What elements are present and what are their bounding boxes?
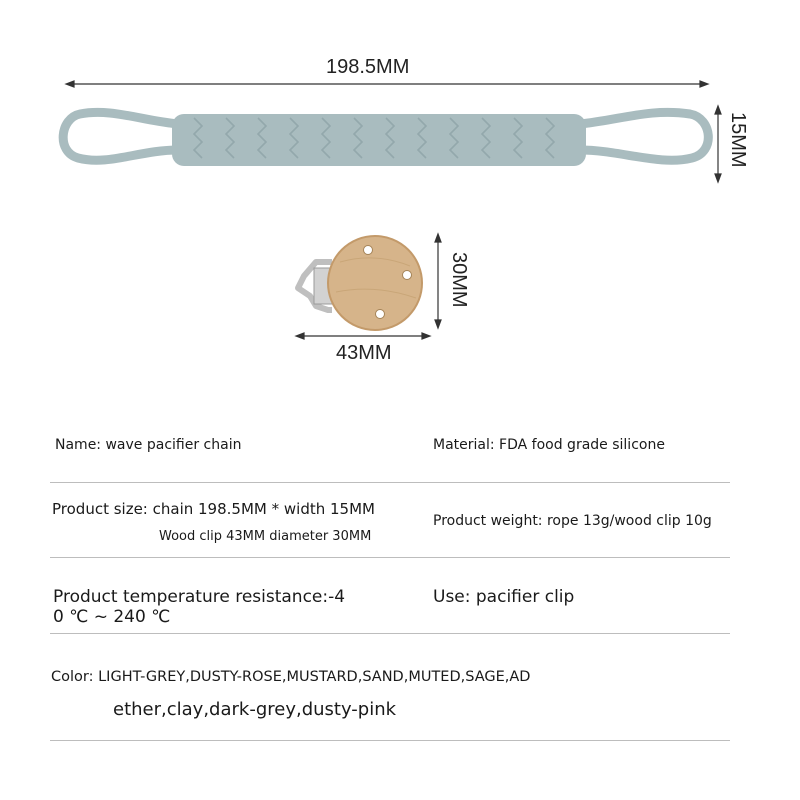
- clip-diameter-arrow: [435, 234, 441, 328]
- chain-illustration: [0, 0, 800, 220]
- table-divider-2: [50, 557, 730, 558]
- chain-right-loop: [580, 112, 708, 160]
- spec-color-line1: Color: LIGHT-GREY,DUSTY-ROSE,MUSTARD,SAND,MUTED,SAGE,AD: [51, 669, 531, 685]
- length-dimension-arrow: [66, 81, 708, 87]
- chain-left-loop: [63, 112, 178, 160]
- clip-width-arrow: [296, 333, 430, 339]
- spec-use: Use: pacifier clip: [433, 587, 575, 607]
- clip-diameter-label: 30MM: [448, 252, 470, 308]
- spec-material: Material: FDA food grade silicone: [433, 437, 665, 453]
- table-divider-1: [50, 482, 730, 483]
- width-dimension-arrow: [715, 106, 721, 182]
- spec-temperature: [53, 587, 345, 627]
- wood-clip-illustration: [280, 222, 460, 352]
- spec-size-line2: Wood clip 43MM diameter 30MM: [159, 529, 372, 544]
- spec-temp-line1: Product temperature resistance:-4: [53, 587, 346, 607]
- chain-width-label: 15MM: [727, 112, 749, 168]
- spec-color-line2: ether,clay,dark-grey,dusty-pink: [113, 699, 397, 720]
- table-divider-3: [50, 633, 730, 634]
- spec-name: Name: wave pacifier chain: [55, 437, 242, 453]
- table-divider-4: [50, 740, 730, 741]
- spec-size-line1: Product size: chain 198.5MM * width 15MM: [52, 500, 375, 518]
- spec-size: [52, 500, 375, 544]
- chain-length-label: 198.5MM: [326, 56, 410, 78]
- spec-temp-line2: 0 ℃ ~ 240 ℃: [53, 607, 171, 627]
- clip-width-label: 43MM: [336, 342, 392, 364]
- spec-weight: Product weight: rope 13g/wood clip 10g: [433, 513, 712, 529]
- chain-band: [172, 114, 586, 166]
